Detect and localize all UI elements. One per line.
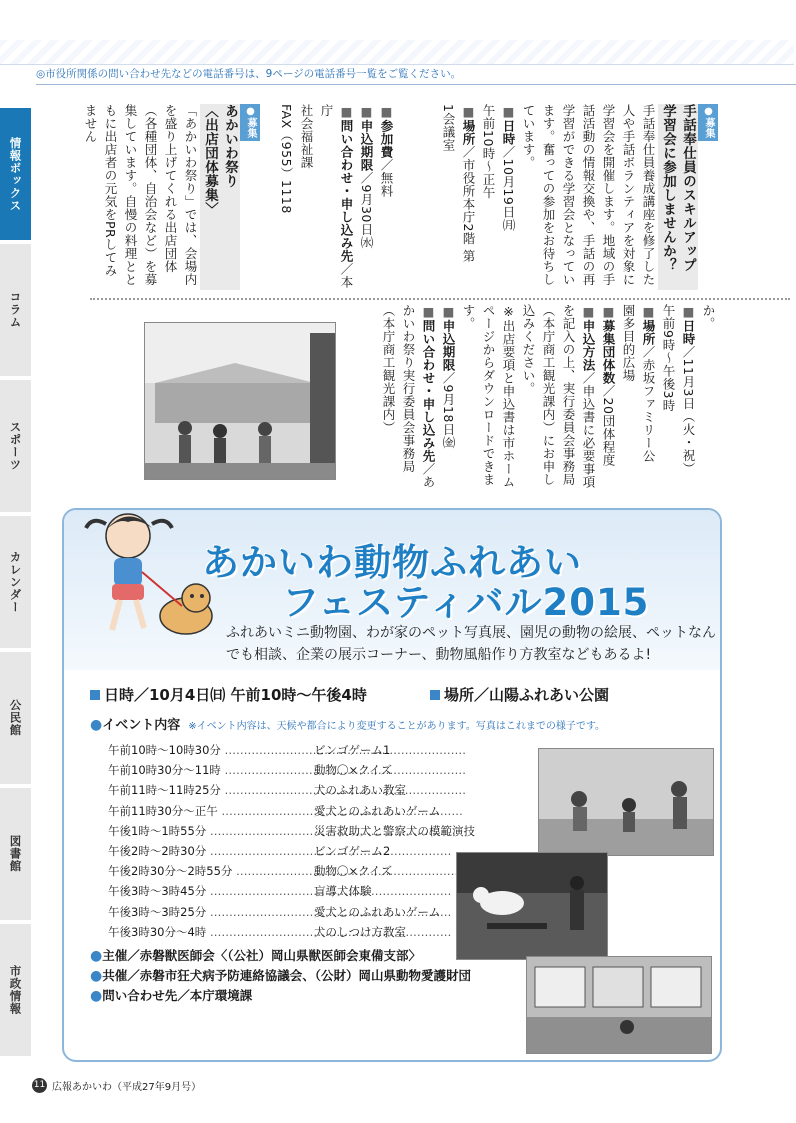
method-value: ／申込書に必要事項を記入の上、実行委員会事務局（本庁商工観光課内）にお申し込みください。 (521, 304, 596, 489)
contact-label: 問い合わせ・申し込み先 (339, 119, 354, 263)
festival-panel (62, 508, 722, 1062)
article2-title1: あかいわ祭り (220, 104, 240, 290)
date-label: 日時 (501, 119, 516, 146)
deadline-value-2: ／9月18日㈮ (441, 371, 456, 449)
section-divider (90, 298, 790, 300)
date-label-2: 日時 (681, 319, 696, 346)
place-value-4: 園多目的広場 (621, 304, 636, 382)
circle-bullet-icon: ● (90, 717, 103, 733)
festival-date-row (90, 684, 367, 705)
schedule-row: 午後2時30分～2時55分 ……………………………………………………… 動物〇×クイズ (108, 863, 478, 883)
schedule-row: 午後3時～3時25分 ……………………………………………………… 愛犬とのふれあいゲーム (108, 904, 478, 924)
square-bullet-icon (430, 690, 440, 700)
article1-body: 手話奉仕員養成講座を修了した人や手話ボランティアを対象に学習会を開催します。地域の手話活動の情報交換や、手話の再学習ができる学習会となっています。奮っての参加をお待ちしています。 (521, 104, 656, 286)
article2-title2: 〈出店団体募集〉 (200, 104, 220, 290)
header-band (0, 40, 794, 65)
festival-title-line1: あかいわ動物ふれあい (202, 541, 582, 584)
event-schedule (108, 742, 478, 944)
article2-body: 「あかいわ祭り」では、会場内を盛り上げてくれる出店団体（各種団体、自治会など）を募集しています。自慢の料理とともに出店者の元気をPRしてみません (83, 104, 198, 286)
fee-label: 参加費 (379, 119, 394, 159)
cohost: 共催／赤磐市狂犬病予防連絡協議会、（公財）岡山県動物愛護財団 (102, 968, 471, 983)
tab-column[interactable]: コラム (0, 244, 31, 376)
date-value-2: ／11月3日（火・祝） (681, 345, 696, 475)
tab-calendar[interactable]: カレンダー (0, 516, 31, 648)
event-photo-exhibit (526, 956, 712, 1054)
recruit-label-2: ●募集 (240, 104, 260, 141)
place-value-2: 1会議室 (441, 104, 456, 152)
date-value: ／10月19日㈪ (501, 145, 516, 232)
event-photo-kids (538, 748, 714, 856)
tab-sports[interactable]: スポーツ (0, 380, 31, 512)
tab-library[interactable]: 図書館 (0, 788, 31, 920)
article-festival-recruit: ■参加費／無料 ■申込期限／9月30日㈬ ■問い合わせ・申し込み先／本庁 社会福祉課 FAX（955）1118 ●募集 あかいわ祭り 〈出店団体募集〉 「あかいわ祭り」では、会場内を盛り上げてくれる出店団体（各種団体、自治会など）を募集しています。自慢の料理とともに出店者の元気をPRしてみません (56, 104, 396, 290)
download-note: ※出店要項と申込書は市ホームページからダウンロードできます。 (461, 304, 516, 489)
recruit-label: ●募集 (698, 104, 718, 141)
article1-title1: 手話奉仕員のスキルアップ (678, 104, 698, 290)
num-value: ／20団体程度 (601, 384, 616, 467)
article2-cont: か。 (701, 304, 716, 330)
events-title: イベント内容 (102, 718, 181, 733)
place-value-3: ／赤坂ファミリー公 (641, 345, 656, 463)
article-festival-details: か。 ■日時／11月3日（火・祝） 午前9時～午後3時 ■場所／赤坂ファミリー公 園多目的広場 ■募集団体数／20団体程度 ■申込方法／申込書に必要事項を記入の上、実行委員会事務局（本庁商工観光課内）にお申し込みください。 ※出店要項と申込書は市ホームページからダウンロードできます。 ■申込期限／9月18日㈮ ■問い合わせ・申し込み先／あかいわ祭り実行委員会事務局（本庁商工観光課内） (381, 304, 716, 489)
host-row (90, 946, 471, 966)
events-heading (90, 714, 605, 733)
num-label: 募集団体数 (601, 319, 616, 385)
schedule-row: 午後3時～3時45分 ……………………………………………………… 盲導犬体験 (108, 883, 478, 903)
schedule-row: 午後1時～1時55分 ……………………………………………………… 災害救助犬と警察犬の模範演技 (108, 823, 478, 843)
tab-info-box[interactable]: 情報ボックス (0, 108, 31, 240)
contact-label-2: 問い合わせ・申し込み先 (421, 319, 436, 463)
circle-bullet-icon: ● (90, 948, 103, 964)
time-value-2: 午前9時～午後3時 (661, 304, 676, 412)
place-label-2: 場所 (641, 319, 656, 346)
schedule-row: 午前10時30分～11時 ……………………………………………………… 動物〇×クイズ (108, 762, 478, 782)
deadline-label-2: 申込期限 (441, 319, 456, 372)
host: 主催／赤磐獣医師会〈（公社）岡山県獣医師会東備支部〉 (102, 948, 421, 963)
festival-date: 日時／10月4日㈰ 午前10時～午後4時 (104, 686, 367, 704)
circle-bullet-icon: ● (90, 968, 103, 984)
contact-dept: 社会福祉課 (299, 104, 314, 169)
method-label: 申込方法 (581, 319, 596, 372)
schedule-row: 午後2時～2時30分 ……………………………………………………… ビンゴゲーム2 (108, 843, 478, 863)
girl-dog-illustration (78, 496, 218, 656)
tab-community-hall[interactable]: 公民館 (0, 652, 31, 784)
event-photo-dog-training (456, 852, 608, 960)
schedule-row: 午前11時30分～正午 ……………………………………………………… 愛犬とのふれあいゲーム (108, 803, 478, 823)
festival-description: ふれあいミニ動物園、わが家のペット写真展、園児の動物の絵展、ペットなんでも相談、企業の展示コーナー、動物風船作り方教室などもあるよ! (226, 625, 716, 663)
festival-contact: 問い合わせ先／本庁環境課 (102, 988, 253, 1003)
contact-value: ／本庁 (319, 104, 354, 289)
festival-title-line2: フェスティバル2015 (282, 581, 650, 624)
contact-value-2: ／あかいわ祭り実行委員会事務局（本庁商工観光課内） (381, 304, 436, 489)
cohost-row (90, 966, 471, 986)
fee-value: ／無料 (379, 158, 394, 198)
place-value: ／市役所本庁2階 第 (461, 145, 476, 263)
article-sign-language: ●募集 手話奉仕員のスキルアップ 学習会に参加しませんか？ 手話奉仕員養成講座を修了した人や手話ボランティアを対象に学習会を開催します。地域の手話活動の情報交換や、手話の再学習ができる学習会となっています。奮っての参加をお待ちしています。 ■日時／10月19日㈪ 午前10時～正午 ■場所／市役所本庁2階 第 1会議室 (460, 104, 718, 290)
deadline-label: 申込期限 (359, 119, 374, 172)
page-footer (32, 1078, 201, 1093)
header-rule (36, 84, 796, 85)
phone-notice: ◎市役所関係の問い合わせ先などの電話番号は、9ページの電話番号一覧をご覧ください。 (36, 68, 462, 80)
circle-bullet-icon: ● (90, 988, 103, 1004)
schedule-row: 午前10時～10時30分 ……………………………………………………… ビンゴゲーム1 (108, 742, 478, 762)
festival-place: 場所／山陽ふれあい公園 (444, 686, 610, 704)
festival-organizers (90, 946, 471, 1006)
contact-row (90, 986, 471, 1006)
schedule-row: 午前11時～11時25分 ……………………………………………………… 犬のふれあい教室 (108, 782, 478, 802)
article1-title2: 学習会に参加しませんか？ (658, 104, 678, 290)
festival-stall-photo (144, 322, 336, 480)
fax-number: FAX（955）1118 (279, 104, 294, 214)
festival-place-row (430, 684, 609, 705)
events-note: ※イベント内容は、天候や都合により変更することがあります。写真はこれまでの様子です。 (188, 721, 606, 732)
page-number: 11 (32, 1078, 47, 1093)
time-value: 午前10時～正午 (481, 104, 496, 199)
schedule-row: 午後3時30分～4時 ……………………………………………………… 犬のしつけ方教室 (108, 924, 478, 944)
publication-name: 広報あかいわ（平成27年9月号） (52, 1082, 202, 1093)
deadline-value: ／9月30日㈬ (359, 171, 374, 249)
square-bullet-icon (90, 690, 100, 700)
tab-city-info[interactable]: 市政情報 (0, 924, 31, 1056)
place-label: 場所 (461, 119, 476, 146)
